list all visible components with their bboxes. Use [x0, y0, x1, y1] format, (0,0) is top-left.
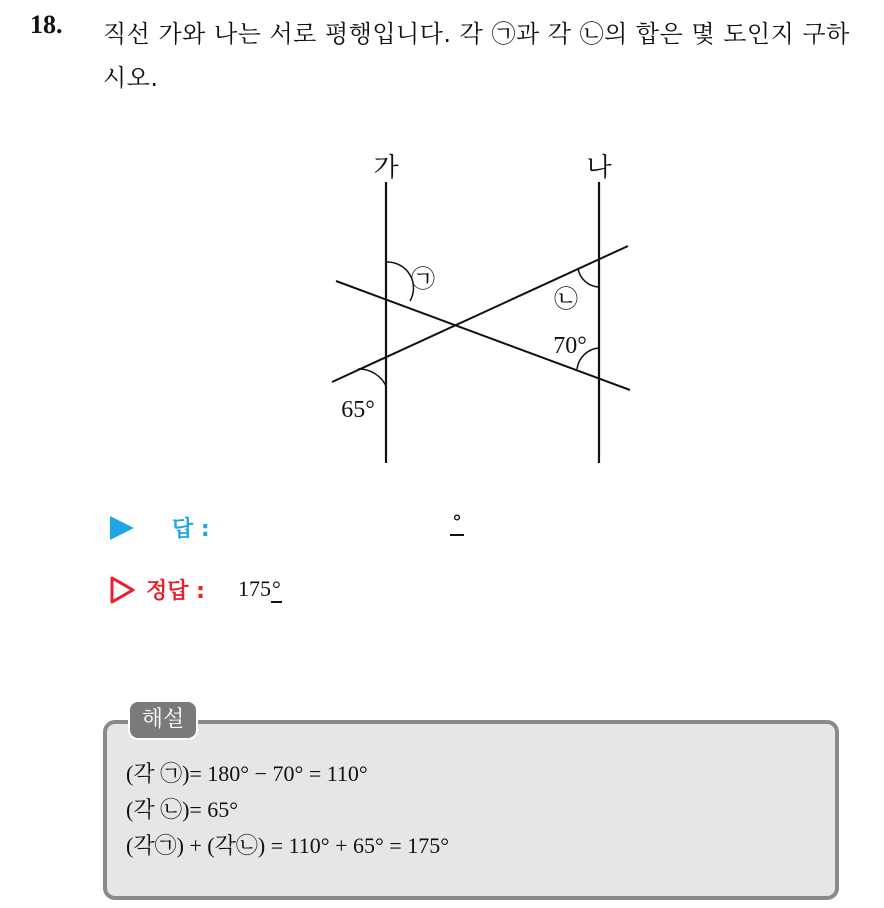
explanation-line: (각㉠) + (각㉡) = 110° + 65° = 175°	[126, 833, 450, 858]
answer-row	[110, 510, 510, 550]
question-text: 직선 가와 나는 서로 평행입니다. 각 ㉠과 각 ㉡의 합은 몇 도인지 구하시오.	[103, 20, 850, 92]
line-label-na: 나	[586, 153, 612, 183]
correct-value-wrap	[238, 576, 282, 602]
line-label-ga: 가	[373, 153, 399, 183]
angle-arc-4	[358, 369, 386, 386]
angle-value-70: 70°	[553, 333, 587, 359]
explanation-line: (각 ㉠)= 180° − 70° = 110°	[126, 761, 368, 786]
answer-label: 답 :	[172, 517, 210, 542]
answer-blank[interactable]: °	[452, 510, 462, 534]
explanation-line: (각 ㉡)= 65°	[126, 797, 239, 822]
correct-answer-row	[110, 572, 510, 612]
outline-play-icon	[110, 576, 136, 604]
play-icon	[110, 516, 134, 540]
parallel-lines-figure	[300, 140, 660, 470]
correct-value: 175	[238, 576, 271, 601]
angle-value-65: 65°	[341, 397, 375, 423]
correct-label: 정답 :	[146, 579, 205, 604]
transversal-2	[332, 246, 628, 382]
explanation-tab: 해설	[128, 700, 198, 740]
angle-arc-2	[578, 268, 599, 287]
angle-mark-giyeok: ㉠	[411, 265, 435, 293]
angle-arc-1	[386, 262, 414, 301]
angle-mark-nieun: ㉡	[554, 285, 578, 313]
question-number: 18.	[30, 10, 63, 39]
correct-unit: °	[272, 576, 281, 601]
explanation-lines	[126, 756, 449, 864]
